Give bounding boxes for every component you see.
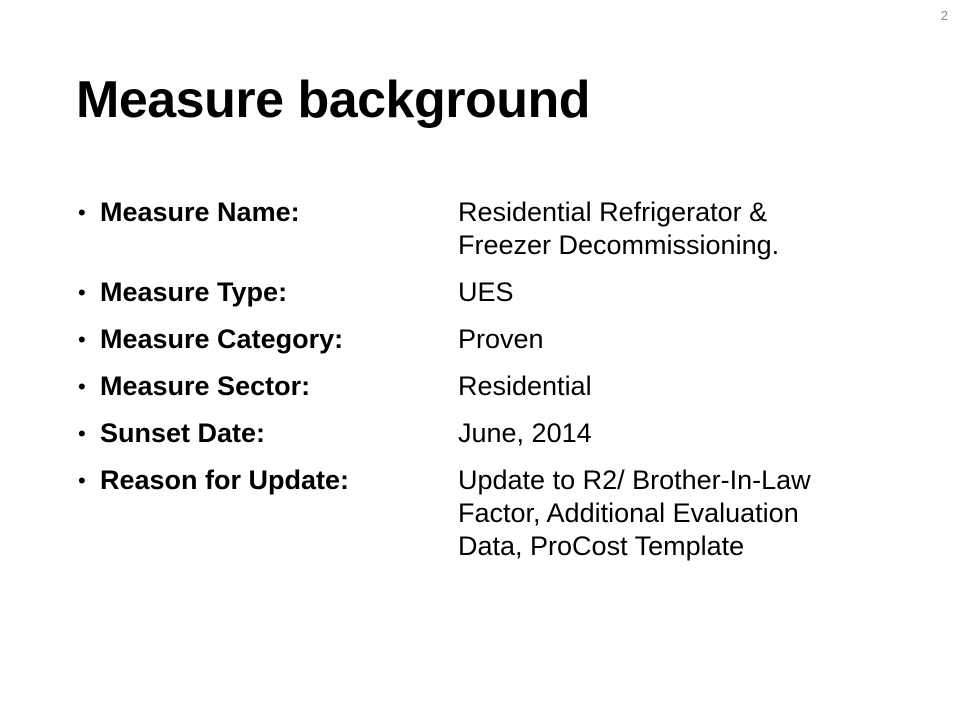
item-value: June, 2014 bbox=[458, 418, 592, 448]
item-value: Proven bbox=[458, 324, 544, 354]
bullet-icon: • bbox=[78, 374, 86, 399]
item-label: Sunset Date: bbox=[100, 418, 266, 448]
item-label: Measure Name: bbox=[100, 197, 300, 227]
bullet-list bbox=[78, 196, 918, 577]
list-item-reason-for-update bbox=[78, 464, 918, 563]
list-item-measure-category bbox=[78, 323, 918, 356]
item-label: Measure Type: bbox=[100, 277, 288, 307]
list-item-measure-sector bbox=[78, 370, 918, 403]
list-item-measure-name bbox=[78, 196, 918, 262]
item-value: UES bbox=[458, 277, 514, 307]
item-label: Measure Sector: bbox=[100, 371, 311, 401]
bullet-icon: • bbox=[78, 280, 86, 305]
item-label: Measure Category: bbox=[100, 324, 344, 354]
list-item-sunset-date bbox=[78, 417, 918, 450]
page-number: 2 bbox=[940, 8, 948, 23]
bullet-icon: • bbox=[78, 468, 86, 493]
item-value: Residential bbox=[458, 371, 592, 401]
item-value: Update to R2/ Brother-In-Law Factor, Additional Evaluation Data, ProCost Template bbox=[458, 465, 811, 561]
bullet-icon: • bbox=[78, 200, 86, 225]
slide-title: Measure background bbox=[76, 71, 591, 129]
item-value: Residential Refrigerator & Freezer Decommissioning. bbox=[458, 197, 780, 260]
item-label: Reason for Update: bbox=[100, 465, 350, 495]
bullet-icon: • bbox=[78, 327, 86, 352]
list-item-measure-type bbox=[78, 276, 918, 309]
bullet-icon: • bbox=[78, 421, 86, 446]
